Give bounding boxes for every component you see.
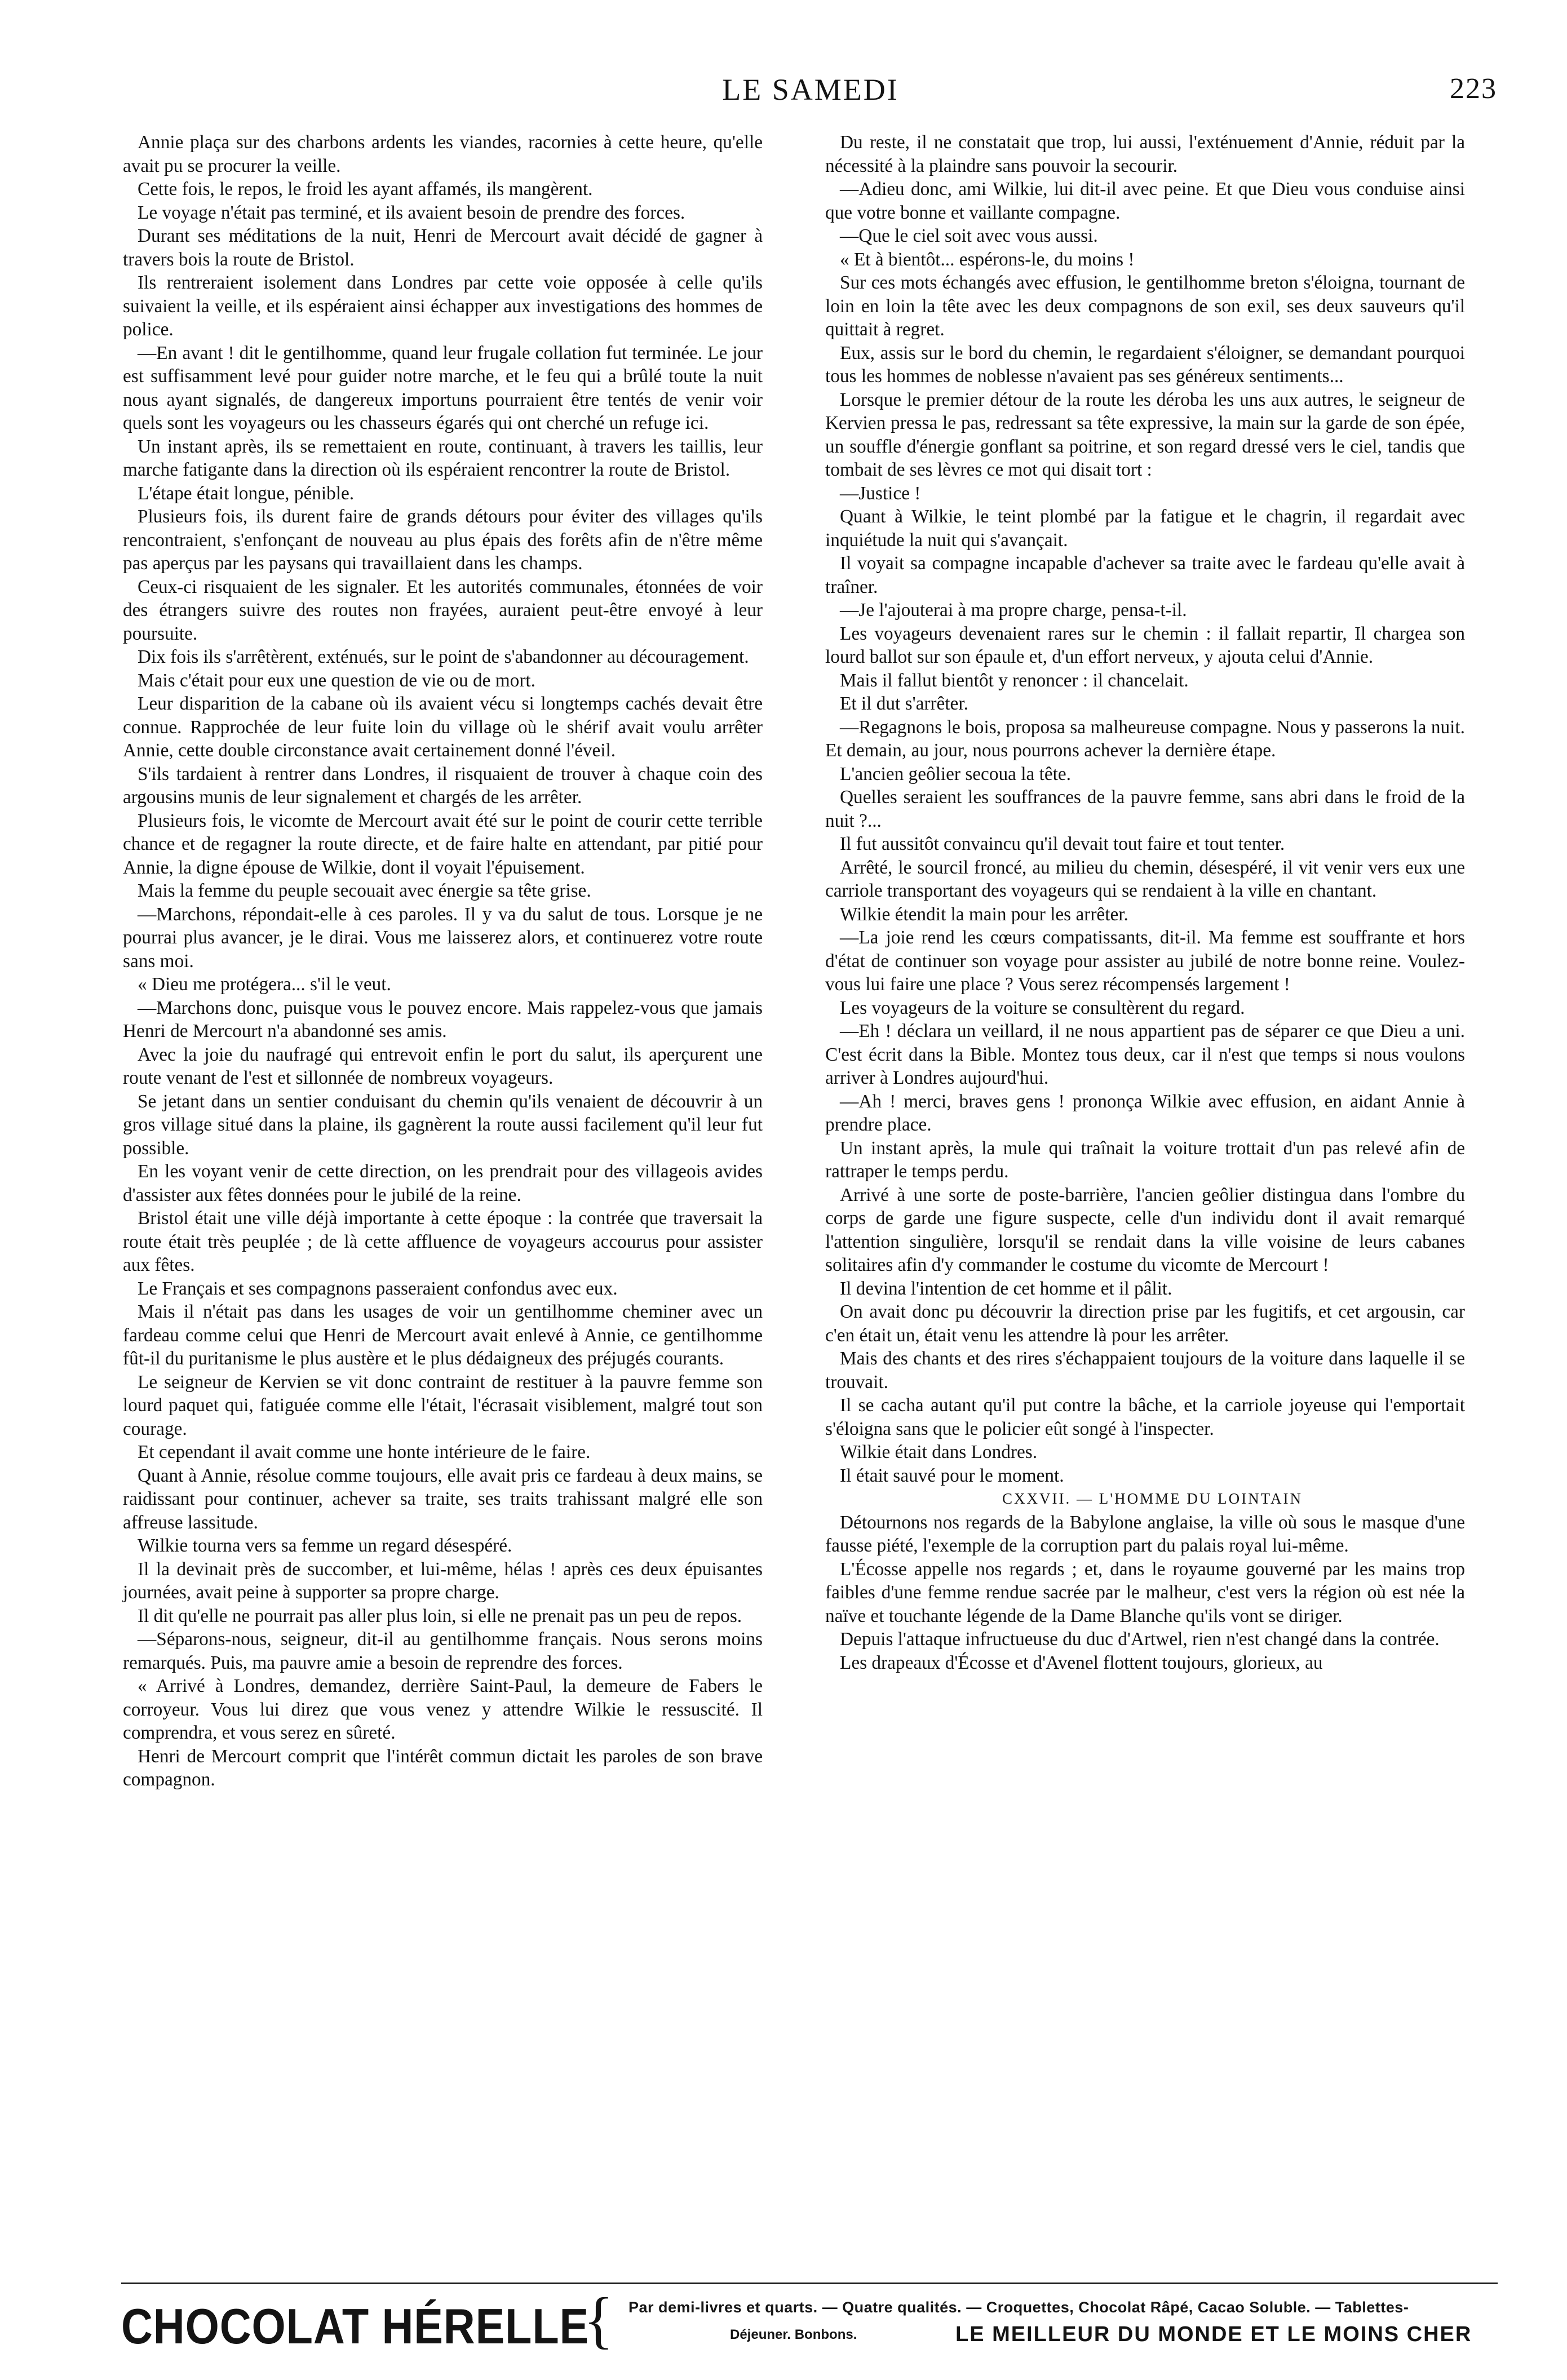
ad-slogan: LE MEILLEUR DU MONDE ET LE MOINS CHER [955,2323,1472,2346]
paragraph: Plusieurs fois, le vicomte de Mercourt avait été sur le point de courir cette terrible chance et de regagner la route directe, et de faire halte en attendant, par pitié pour Annie, la digne épouse de Wilkie, dont il voyait l'épuisement. [123,810,763,878]
paragraph: Les drapeaux d'Écosse et d'Avenel flottent toujours, glorieux, au [840,1652,1323,1673]
paragraph: Mais c'était pour eux une question de vie ou de mort. [138,670,535,691]
paragraph: S'ils tardaient à rentrer dans Londres, il risquaient de trouver à chaque coin des argousins munis de leur signalement et chargés de les arrêter. [123,763,763,808]
paragraph: —En avant ! dit le gentilhomme, quand leur frugale collation fut terminée. Le jour est suffisamment levé pour guider notre marche, et le feu qui a brûlé toute la nuit nous ayant signalés, de dangereux importuns pourraient être tentés de venir voir quels sont les voyageurs ou les chasseurs égarés qui ont cherché un refuge ici. [123,342,763,433]
paragraph: —Justice ! [840,482,921,504]
paragraph: Il était sauvé pour le moment. [840,1465,1064,1486]
paragraph: —Eh ! déclara un veillard, il ne nous appartient pas de séparer ce que Dieu a uni. C'est écrit dans la Bible. Montez tous deux, car il n'est que temps si nous voulons arriver à Londres aujourd'hui. [825,1021,1465,1088]
paragraph: —Je l'ajouterai à ma propre charge, pensa-t-il. [840,600,1187,621]
paragraph: Les voyageurs de la voiture se consultèrent du regard. [840,997,1245,1018]
paragraph: Détournons nos regards de la Babylone anglaise, la ville où sous le masque d'une fausse piété, l'exemple de la corruption part du palais royal lui-même. [825,1512,1465,1556]
paragraph: L'étape était longue, pénible. [138,482,355,504]
paragraph: Le seigneur de Kervien se vit donc contraint de restituer à la pauvre femme son lourd paquet qui, fatiguée comme elle l'était, l'écrasait visiblement, malgré tout son courage. [123,1371,763,1439]
chapter-heading: CXXVII. — L'HOMME DU LOINTAIN [1002,1490,1303,1507]
running-head [124,72,1497,117]
paragraph: Se jetant dans un sentier conduisant du chemin qu'ils venaient de découvrir à un gros village situé dans la plaine, ils gagnèrent la route aussi facilement qu'il leur fut possible. [123,1091,763,1159]
paragraph: En les voyant venir de cette direction, on les prendrait pour des villageois avides d'assister aux fêtes données pour le jubilé de la reine. [123,1161,763,1205]
paragraph: Cette fois, le repos, le froid les ayant affamés, ils mangèrent. [138,179,593,200]
paragraph: Il la devinait près de succomber, et lui-même, hélas ! après ces deux épuisantes journées, avait peine à supporter sa propre charge. [123,1558,763,1603]
paragraph: Mais des chants et des rires s'échappaient toujours de la voiture dans laquelle il se trouvait. [825,1348,1465,1393]
paragraph: Arrivé à une sorte de poste-barrière, l'ancien geôlier distingua dans l'ombre du corps de garde une figure suspecte, celle d'un individu dont il avait remarqué l'attention singulière, lorsqu'il se rendait dans la ville voisine de leurs cabanes solitaires afin d'y commander le costume du vicomte de Mercourt ! [825,1184,1465,1275]
paragraph: Leur disparition de la cabane où ils avaient vécu si longtemps cachés devait être connue. Rapprochée de leur fuite loin du village où le shérif avait voulu arrêter Annie, cette double circonstance avait certainement donné l'éveil. [123,693,763,761]
paragraph: —Marchons donc, puisque vous le pouvez encore. Mais rappelez-vous que jamais Henri de Mercourt n'a abandonné ses amis. [123,997,763,1041]
paragraph: —Marchons, répondait-elle à ces paroles. Il y va du salut de tous. Lorsque je ne pourrai plus avancer, je le dirai. Vous me laisserez alors, et continuerez votre route sans moi. [123,903,763,972]
paragraph: Les voyageurs devenaient rares sur le chemin : il fallait repartir, Il chargea son lourd ballot sur son épaule et, d'un effort nerveux, y ajouta celui d'Annie. [825,623,1465,667]
ad-products-line-2: Déjeuner. Bonbons. [730,2327,857,2342]
paragraph: Bristol était une ville déjà importante à cette époque : la contrée que traversait la route était très peuplée ; de là cette affluence de voyageurs accourus pour assister aux fêtes. [123,1208,763,1275]
paragraph: Il devina l'intention de cet homme et il pâlit. [840,1278,1172,1299]
paragraph: Wilkie tourna vers sa femme un regard désespéré. [138,1535,512,1556]
paragraph: —Séparons-nous, seigneur, dit-il au gentilhomme français. Nous serons moins remarqués. Puis, ma pauvre amie a besoin de reprendre des forces. [123,1629,763,1673]
paragraph: Quant à Wilkie, le teint plombé par la fatigue et le chagrin, il regardait avec inquiétude la nuit qui s'avançait. [825,506,1465,551]
paragraph: Plusieurs fois, ils durent faire de grands détours pour éviter des villages qu'ils rencontraient, s'enfonçant de nouveau au plus épais des forêts afin de n'être même pas aperçus par les paysans qui travaillaient dans les champs. [123,506,763,574]
right-column [825,131,1465,1674]
paragraph: Le Français et ses compagnons passeraient confondus avec eux. [138,1278,618,1299]
paragraph: Annie plaça sur des charbons ardents les viandes, racornies à cette heure, qu'elle avait pu se procurer la veille. [123,132,763,176]
paragraph: Il dit qu'elle ne pourrait pas aller plus loin, si elle ne prenait pas un peu de repos. [138,1605,742,1626]
paragraph: L'ancien geôlier secoua la tête. [840,763,1071,785]
ad-products-line: Par demi-livres et quarts. — Quatre qualités. — Croquettes, Chocolat Râpé, Cacao Soluble. — Tablettes- [628,2299,1409,2316]
paragraph: Un instant après, ils se remettaient en route, continuant, à travers les taillis, leur marche fatigante dans la direction où ils espéraient rencontrer la route de Bristol. [123,436,763,480]
left-column-paragraphs [123,131,763,1792]
paragraph: —Regagnons le bois, proposa sa malheureuse compagne. Nous y passerons la nuit. Et demain, au jour, nous pourrons achever la dernière étape. [825,716,1465,761]
paragraph: Ils rentreraient isolement dans Londres par cette voie opposée à celle qu'ils suivaient la veille, et ils espéraient ainsi échapper aux investigations des hommes de police. [123,272,763,340]
ad-brand-name: CHOCOLAT HÉRELLE [121,2298,590,2354]
paragraph: —La joie rend les cœurs compatissants, dit-il. Ma femme est souffrante et hors d'état de continuer son voyage pour assister au jubilé de notre bonne reine. Voulez-vous lui faire une place ? Vous serez récompensés largement ! [825,927,1465,995]
paragraph: Quelles seraient les souffrances de la pauvre femme, sans abri dans le froid de la nuit ?... [825,787,1465,831]
right-column-paragraphs-after [825,1511,1465,1675]
paragraph: Un instant après, la mule qui traînait la voiture trottait d'un pas relevé afin de rattraper le temps perdu. [825,1137,1465,1182]
paragraph: Wilkie étendit la main pour les arrêter. [840,903,1128,925]
paragraph: —Que le ciel soit avec vous aussi. [840,225,1098,246]
paragraph: « Arrivé à Londres, demandez, derrière Saint-Paul, la demeure de Fabers le corroyeur. Vous lui direz que vous venez y attendre Wilkie le ressuscité. Il comprendra, et vous serez en sûreté. [123,1676,763,1743]
paragraph: Dix fois ils s'arrêtèrent, exténués, sur le point de s'abandonner au découragement. [138,646,749,667]
paragraph: Le voyage n'était pas terminé, et ils avaient besoin de prendre des forces. [138,202,685,223]
advertisement-banner [121,2283,1498,2355]
paragraph: —Ah ! merci, braves gens ! prononça Wilkie avec effusion, en aidant Annie à prendre place. [825,1091,1465,1135]
journal-title: LE SAMEDI [722,73,899,107]
paragraph: Sur ces mots échangés avec effusion, le gentilhomme breton s'éloigna, tournant de loin en loin la tête avec les deux compagnons de son exil, ses deux sauveurs qu'il quittait à regret. [825,272,1465,340]
paragraph: Wilkie était dans Londres. [840,1442,1038,1462]
paragraph: Depuis l'attaque infructueuse du duc d'Artwel, rien n'est changé dans la contrée. [840,1629,1440,1650]
paragraph: Ceux-ci risquaient de les signaler. Et les autorités communales, étonnées de voir des étrangers suivre des routes non frayées, auraient peut-être envoyé à leur poursuite. [123,576,763,644]
paragraph: Il voyait sa compagne incapable d'achever sa traite avec le fardeau qu'elle avait à traîner. [825,553,1465,597]
paragraph: On avait donc pu découvrir la direction prise par les fugitifs, et cet argousin, car c'en était un, était venu les attendre là pour les arrêter. [825,1301,1465,1346]
paragraph: « Et à bientôt... espérons-le, du moins ! [840,249,1135,270]
paragraph: Henri de Mercourt comprit que l'intérêt commun dictait les paroles de son brave compagnon. [123,1745,763,1790]
paragraph: Avec la joie du naufragé qui entrevoit enfin le port du salut, ils aperçurent une route venant de l'est et sillonnée de nombreux voyageurs. [123,1044,763,1088]
paragraph: —Adieu donc, ami Wilkie, lui dit-il avec peine. Et que Dieu vous conduise ainsi que votre bonne et vaillante compagne. [825,179,1465,223]
right-column-paragraphs-before [825,131,1465,1487]
paragraph: L'Écosse appelle nos regards ; et, dans le royaume gouverné par les mains trop faibles d'une femme rendue sacrée par le malheur, c'est vers la région où est née la naïve et touchante légende de la Dame Blanche qu'ils vont se diriger. [825,1558,1465,1626]
paragraph: Lorsque le premier détour de la route les déroba les uns aux autres, le seigneur de Kervien pressa le pas, redressant sa tête expressive, la main sur la garde de son épée, un souffle d'énergie gonflant sa poitrine, et son regard dressé vers le ciel, tandis que tombait de ses lèvres ce mot qui disait tort : [825,389,1465,480]
paragraph: Mais il fallut bientôt y renoncer : il chancelait. [840,670,1189,691]
page-number: 223 [1450,73,1497,105]
paragraph: Mais il n'était pas dans les usages de voir un gentilhomme cheminer avec un fardeau comme celui que Henri de Mercourt avait enlevé à Annie, ce gentilhomme fût-il du puritanisme le plus austère et le plus dédaigneux des préjugés courants. [123,1301,763,1369]
paragraph: Eux, assis sur le bord du chemin, le regardaient s'éloigner, se demandant pourquoi tous les hommes de noblesse n'avaient pas ses généreux sentiments... [825,342,1465,387]
paragraph: Arrêté, le sourcil froncé, au milieu du chemin, désespéré, il vit venir vers eux une carriole transportant des voyageurs qui se rendaient à la ville en chantant. [825,857,1465,901]
paragraph: Et cependant il avait comme une honte intérieure de le faire. [138,1442,591,1462]
paragraph: « Dieu me protégera... s'il le veut. [138,974,391,995]
paragraph: Du reste, il ne constatait que trop, lui aussi, l'exténuement d'Annie, réduit par la nécessité à la plaindre sans pouvoir la secourir. [825,132,1465,176]
paragraph: Il fut aussitôt convaincu qu'il devait tout faire et tout tenter. [840,834,1285,854]
left-column [123,131,763,1792]
paragraph: Durant ses méditations de la nuit, Henri de Mercourt avait décidé de gagner à travers bois la route de Bristol. [123,225,763,270]
ad-brace: { [583,2285,614,2355]
paragraph: Il se cacha autant qu'il put contre la bâche, et la carriole joyeuse qui l'emportait s'éloigna sans que le policier eût songé à l'inspecter. [825,1395,1465,1439]
paragraph: Mais la femme du peuple secouait avec énergie sa tête grise. [138,880,591,901]
paragraph: Et il dut s'arrêter. [840,693,968,714]
paragraph: Quant à Annie, résolue comme toujours, elle avait pris ce fardeau à deux mains, se raidissant pour continuer, achever sa traite, ses traits trahissant malgré elle son affreuse lassitude. [123,1465,763,1533]
